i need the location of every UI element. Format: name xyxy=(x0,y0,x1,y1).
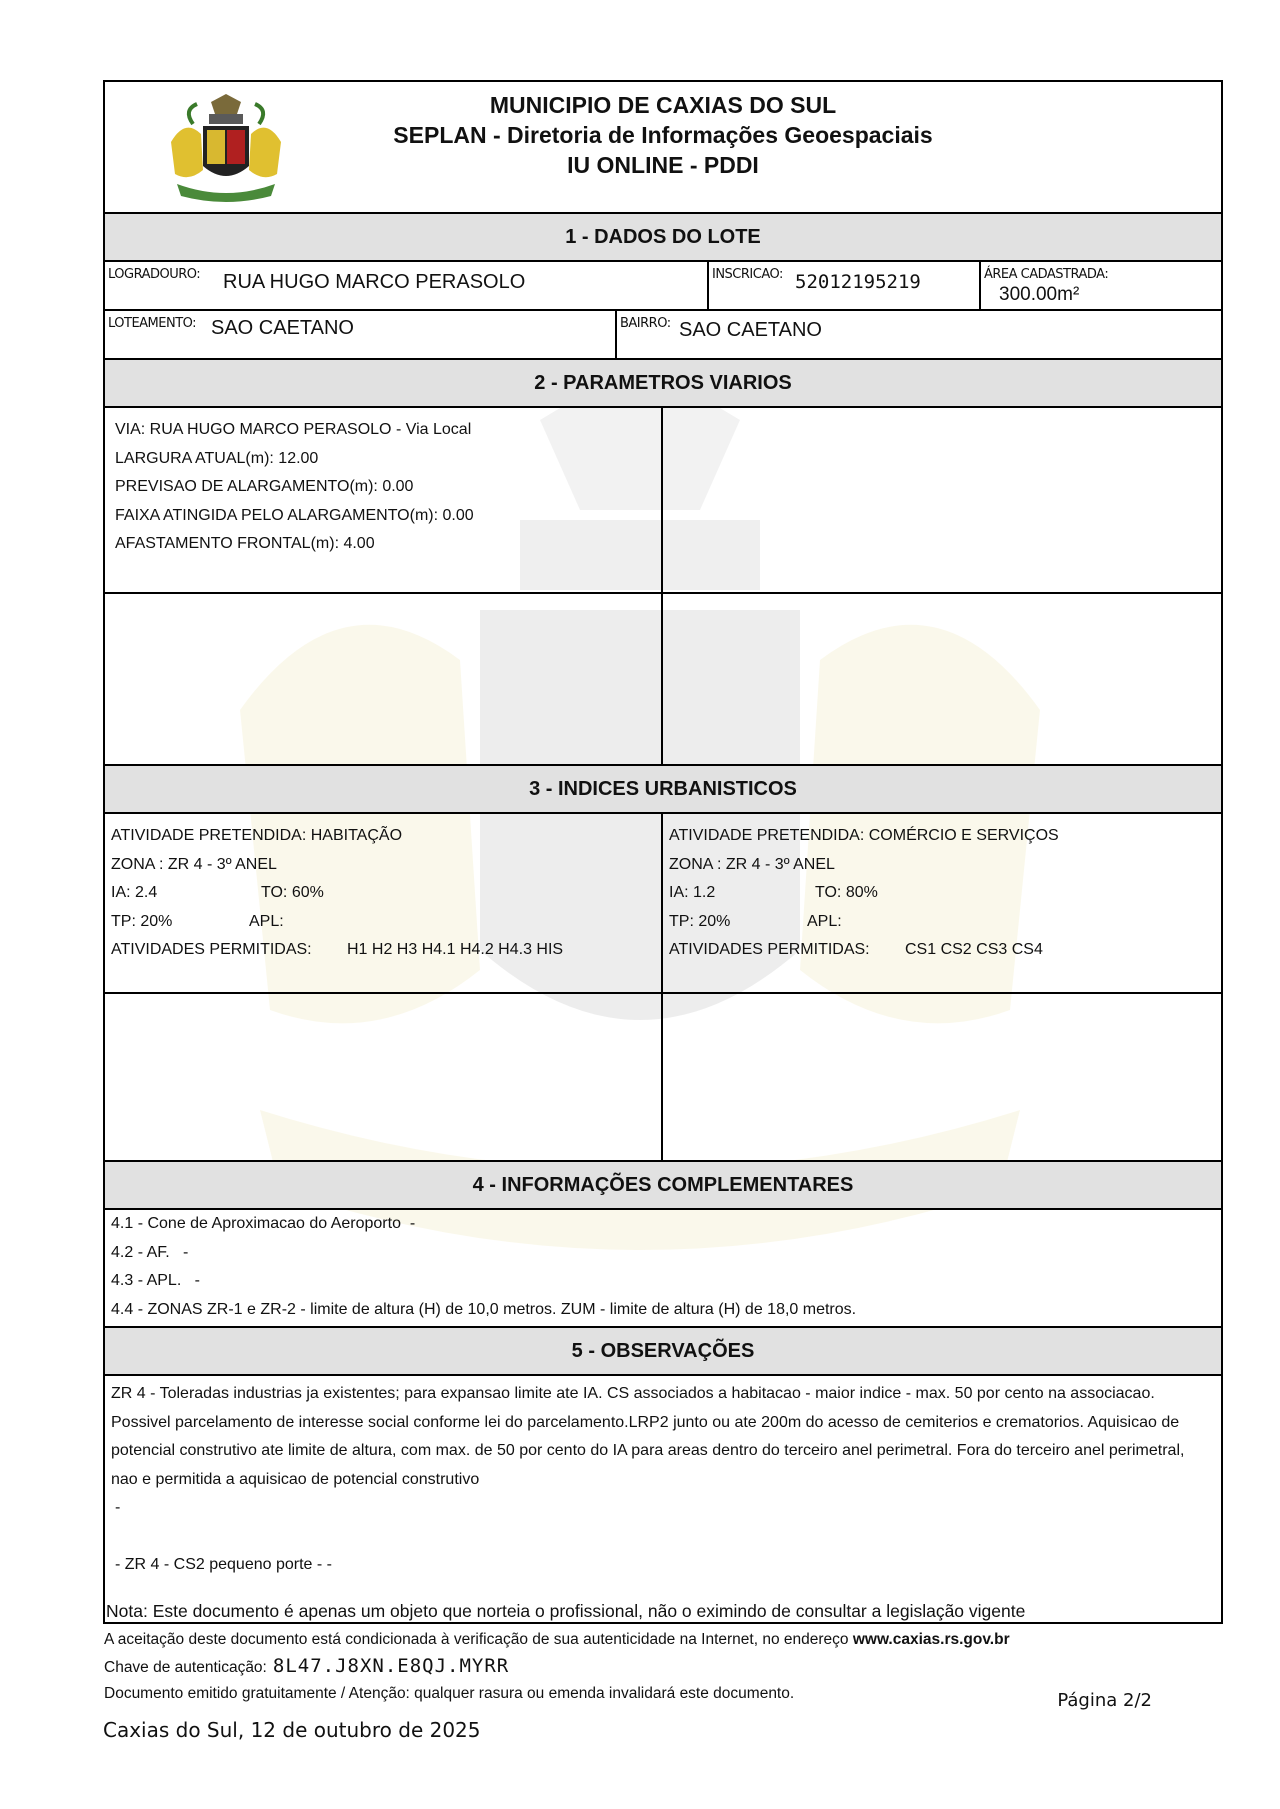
zona-line: ZONA : ZR 4 - 3º ANEL xyxy=(669,855,835,873)
info-line: 4.3 - APL. - xyxy=(111,1272,200,1289)
blank-cell xyxy=(105,594,661,764)
area-value: 300.00m² xyxy=(999,284,1080,305)
blank-cell xyxy=(661,994,1221,1160)
ia-value: IA: 2.4 xyxy=(111,884,158,901)
area-label: ÁREA CADASTRADA: xyxy=(984,267,1109,282)
section-indices-urbanisticos-title: 3 - INDICES URBANISTICOS xyxy=(105,766,1221,814)
permitidas-value: H1 H2 H3 H4.1 H4.2 H4.3 HIS xyxy=(347,941,564,958)
aceitacao-text: A aceitação deste documento está condicionada à verificação de sua autenticidade na Internet, no endereço xyxy=(104,1631,853,1648)
loteamento-cell xyxy=(105,311,615,358)
inscricao-cell xyxy=(707,262,979,309)
ia-to-line xyxy=(111,879,653,908)
ia-value: IA: 1.2 xyxy=(669,884,716,901)
to-value: TO: 80% xyxy=(815,884,878,901)
municipality-title: MUNICIPIO DE CAXIAS DO SUL xyxy=(489,92,837,118)
parametros-viarios-cell xyxy=(105,408,661,592)
observacoes-cs2: - ZR 4 - CS2 pequeno porte - - xyxy=(115,1555,332,1573)
info-line: 4.2 - AF. - xyxy=(111,1243,189,1261)
observacoes-paragraph: ZR 4 - Toleradas industrias ja existentes; para expansao limite ate IA. CS associados a habitacao - maior indice - max. 50 por cento na associacao. Possivel parcelamento de interesse social conforme lei do parcelamento.LRP2 junto ou ate 200m do acesso de cemiterios e crematorios. Aquisicao de potencial construtivo ate limite de altura, com max. de 50 por cento do IA para areas dentro do terceiro anel perimetral. Fora do terceiro anel perimetral, nao e permitida a aquisicao de potencial construtivo xyxy=(111,1385,1185,1488)
chave-value: 8L47.J8XN.E8QJ.MYRR xyxy=(272,1655,510,1677)
nota-disclaimer: Nota: Este documento é apenas um objeto que norteia o profissional, não o eximindo de consultar a legislação vigente xyxy=(106,1601,1026,1621)
bairro-cell xyxy=(615,311,1221,358)
permitidas-line xyxy=(111,936,653,965)
aceitacao-line xyxy=(104,1627,1010,1653)
bairro-label: BAIRRO: xyxy=(620,316,671,331)
row-logradouro xyxy=(105,262,1221,311)
system-title: IU ONLINE - PDDI xyxy=(567,152,759,178)
indices-habitacao-cell xyxy=(105,814,661,992)
permitidas-label: ATIVIDADES PERMITIDAS: xyxy=(669,941,870,958)
afastamento-line: AFASTAMENTO FRONTAL(m): 4.00 xyxy=(115,535,375,552)
chave-label: Chave de autenticação: xyxy=(104,1659,267,1676)
tp-value: TP: 20% xyxy=(669,912,731,930)
parametros-empty-cell xyxy=(661,408,1221,592)
loteamento-value: SAO CAETANO xyxy=(211,317,354,339)
tp-apl-line xyxy=(111,908,653,937)
atividade-line: ATIVIDADE PRETENDIDA: COMÉRCIO E SERVIÇOS xyxy=(669,827,1059,844)
area-cell xyxy=(979,262,1221,309)
section-parametros-viarios-title: 2 - PARAMETROS VIARIOS xyxy=(105,360,1221,408)
info-line: 4.1 - Cone de Aproximacao do Aeroporto - xyxy=(111,1215,416,1232)
largura-line: LARGURA ATUAL(m): 12.00 xyxy=(115,449,319,467)
blank-cell xyxy=(661,594,1221,764)
page-number: Página 2/2 xyxy=(1057,1690,1152,1711)
section-informacoes-complementares-title: 4 - INFORMAÇÕES COMPLEMENTARES xyxy=(105,1162,1221,1210)
logradouro-label: LOGRADOURO: xyxy=(108,267,201,282)
site-link[interactable]: www.caxias.rs.gov.br xyxy=(852,1631,1010,1648)
section-observacoes-title: 5 - OBSERVAÇÕES xyxy=(105,1328,1221,1376)
indices-comercio-cell xyxy=(661,814,1221,992)
logradouro-cell xyxy=(105,262,707,309)
to-value: TO: 60% xyxy=(261,884,324,901)
ia-to-line xyxy=(669,879,1213,908)
apl-value: APL: xyxy=(249,912,284,930)
tp-value: TP: 20% xyxy=(111,912,173,930)
row-loteamento xyxy=(105,311,1221,360)
permitidas-value: CS1 CS2 CS3 CS4 xyxy=(905,941,1043,958)
document-frame xyxy=(103,80,1223,1624)
apl-value: APL: xyxy=(807,912,842,930)
permitidas-label: ATIVIDADES PERMITIDAS: xyxy=(111,941,312,958)
row-indices-blank xyxy=(105,994,1221,1162)
bairro-value: SAO CAETANO xyxy=(679,319,822,341)
informacoes-cell xyxy=(105,1210,1221,1326)
faixa-line: FAIXA ATINGIDA PELO ALARGAMENTO(m): 0.00 xyxy=(115,506,474,524)
observacoes-dash: - xyxy=(115,1499,121,1516)
blank-cell xyxy=(105,994,661,1160)
info-line: 4.4 - ZONAS ZR-1 e ZR-2 - limite de altura (H) de 10,0 metros. ZUM - limite de altura (H) de 18,0 metros. xyxy=(111,1300,857,1318)
loteamento-label: LOTEAMENTO: xyxy=(108,316,197,331)
zona-line: ZONA : ZR 4 - 3º ANEL xyxy=(111,855,277,873)
row-parametros-blank xyxy=(105,594,1221,766)
row-informacoes xyxy=(105,1210,1221,1328)
gratuito-line: Documento emitido gratuitamente / Atenção: qualquer rasura ou emenda invalidará este documento. xyxy=(104,1685,795,1702)
permitidas-line xyxy=(669,936,1213,965)
dateline: Caxias do Sul, 12 de outubro de 2025 xyxy=(103,1718,481,1742)
via-line: VIA: RUA HUGO MARCO PERASOLO - Via Local xyxy=(115,421,472,438)
tp-apl-line xyxy=(669,908,1213,937)
observacoes-cell xyxy=(105,1376,1221,1622)
logradouro-value: RUA HUGO MARCO PERASOLO xyxy=(223,271,526,293)
previsao-line: PREVISAO DE ALARGAMENTO(m): 0.00 xyxy=(115,478,414,495)
document-footer xyxy=(104,1627,1010,1707)
inscricao-value: 52012195219 xyxy=(795,271,921,293)
section-dados-do-lote-title: 1 - DADOS DO LOTE xyxy=(105,214,1221,262)
inscricao-label: INSCRICAO: xyxy=(712,267,783,282)
atividade-line: ATIVIDADE PRETENDIDA: HABITAÇÃO xyxy=(111,827,403,844)
document-header xyxy=(105,82,1221,214)
row-parametros xyxy=(105,408,1221,594)
chave-line xyxy=(104,1653,1010,1681)
department-title: SEPLAN - Diretoria de Informações Geoespaciais xyxy=(393,122,933,148)
row-indices xyxy=(105,814,1221,994)
